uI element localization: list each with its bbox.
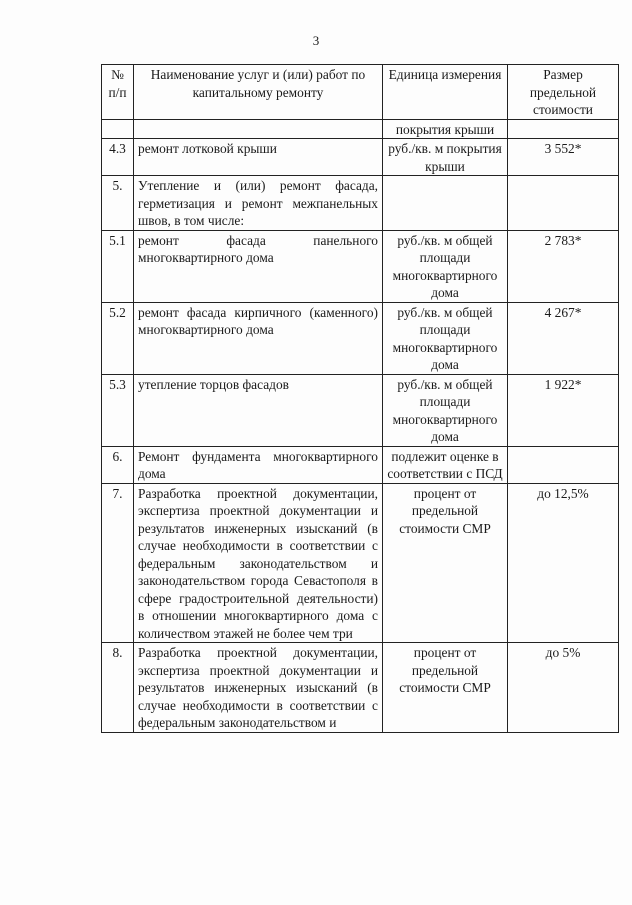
row-name: [134, 119, 383, 139]
row-num: 5.2: [102, 302, 134, 374]
row-unit: подлежит оценке в соответствии с ПСД: [383, 446, 508, 483]
row-num: 5.3: [102, 374, 134, 446]
row-num: 5.1: [102, 230, 134, 302]
row-cost: 2 783*: [508, 230, 619, 302]
row-unit: руб./кв. м общей площади многоквартирного дома: [383, 302, 508, 374]
row-unit: процент от предельной стоимости СМР: [383, 483, 508, 643]
row-name: Разработка проектной документации, экспертиза проектной документации и результатов инженерных изысканий (в случае необходимости в соответствии с федеральным законодательством и законодательством города Севастополя в сфере градостроительной деятельности) в отношении многоквартирного дома с количеством этажей не более чем три: [134, 483, 383, 643]
row-name: утепление торцов фасадов: [134, 374, 383, 446]
table-row: [102, 483, 619, 643]
row-num: 8.: [102, 643, 134, 733]
row-cost: 3 552*: [508, 139, 619, 176]
table-row: [102, 119, 619, 139]
row-unit: процент от предельной стоимости СМР: [383, 643, 508, 733]
row-num: 5.: [102, 176, 134, 231]
row-name: Ремонт фундамента многоквартирного дома: [134, 446, 383, 483]
row-unit: руб./кв. м общей площади многоквартирного дома: [383, 374, 508, 446]
table-header-row: [102, 65, 619, 120]
row-cost: 1 922*: [508, 374, 619, 446]
row-name: Разработка проектной документации, экспертиза проектной документации и результатов инженерных изысканий (в случае необходимости в соответствии с федеральным законодательством и: [134, 643, 383, 733]
row-unit: руб./кв. м общей площади многоквартирного дома: [383, 230, 508, 302]
row-num: 4.3: [102, 139, 134, 176]
row-unit: [383, 176, 508, 231]
table-row: [102, 446, 619, 483]
table-row: [102, 139, 619, 176]
row-num: 6.: [102, 446, 134, 483]
header-num: № п/п: [102, 65, 134, 120]
row-name: ремонт фасада панельного многоквартирного дома: [134, 230, 383, 302]
table-row: [102, 643, 619, 733]
row-cost: [508, 176, 619, 231]
table-row: [102, 230, 619, 302]
row-num: [102, 119, 134, 139]
page-number: 3: [312, 33, 320, 48]
row-cost: до 5%: [508, 643, 619, 733]
table-row: [102, 302, 619, 374]
row-cost: [508, 446, 619, 483]
header-unit: Единица измерения: [383, 65, 508, 120]
row-name: ремонт лотковой крыши: [134, 139, 383, 176]
row-num: 7.: [102, 483, 134, 643]
row-cost: до 12,5%: [508, 483, 619, 643]
table-row: [102, 176, 619, 231]
row-cost: [508, 119, 619, 139]
header-cost: Размер предельной стоимости: [508, 65, 619, 120]
table-row: [102, 374, 619, 446]
row-unit: покрытия крыши: [383, 119, 508, 139]
row-name: ремонт фасада кирпичного (каменного) многоквартирного дома: [134, 302, 383, 374]
row-cost: 4 267*: [508, 302, 619, 374]
header-name: Наименование услуг и (или) работ по капитальному ремонту: [134, 65, 383, 120]
cost-table: [101, 64, 619, 733]
row-name: Утепление и (или) ремонт фасада, герметизация и ремонт межпанельных швов, в том числе:: [134, 176, 383, 231]
row-unit: руб./кв. м покрытия крыши: [383, 139, 508, 176]
